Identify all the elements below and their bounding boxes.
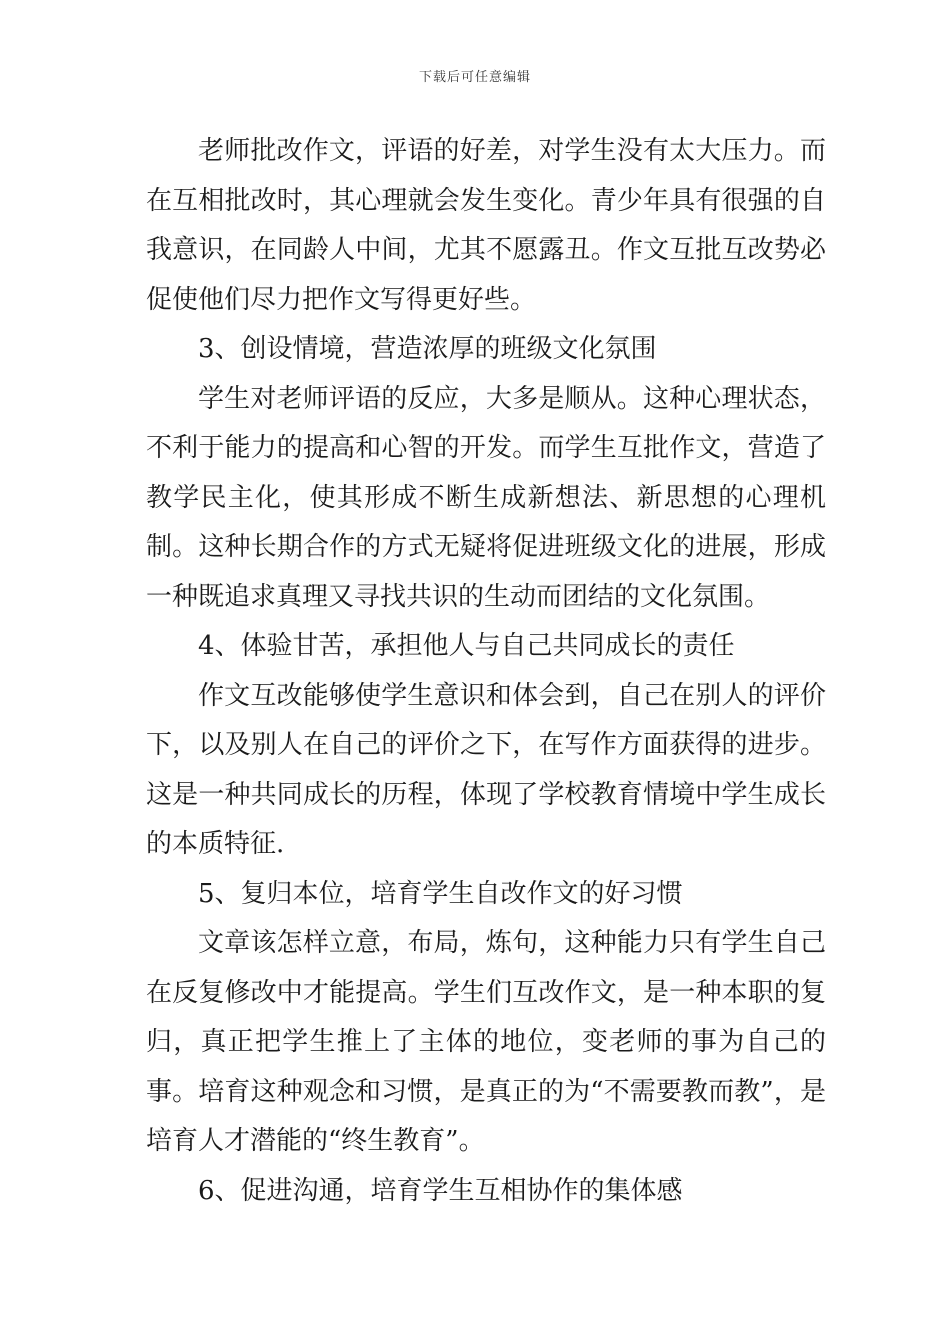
paragraph: 作文互改能够使学生意识和体会到，自己在别人的评价下，以及别人在自己的评价之下，在写作方面获得的进步。这是一种共同成长的历程，体现了学校教育情境中学生成长的本质特征. [146,680,826,859]
page-header: 下载后可任意编辑 [418,70,531,85]
section-heading: 5、复归本位，培育学生自改作文的好习惯 [198,878,683,909]
section-heading: 3、创设情境，营造浓厚的班级文化氛围 [198,334,657,364]
document-body [146,127,826,1216]
section-heading: 6、促进沟通，培育学生互相协作的集体感 [198,1175,683,1206]
paragraph: 文章该怎样立意，布局，炼句，这种能力只有学生自己在反复修改中才能提高。学生们互改作文，是一种本职的复归，真正把学生推上了主体的地位，变老师的事为自己的事。培育这种观念和习惯，是真正的为“不需要教而教”，是培育人才潜能的“终生教育”。 [146,928,826,1156]
section-heading: 4、体验甘苦，承担他人与自己共同成长的责任 [198,631,735,661]
paragraph: 学生对老师评语的反应，大多是顺从。这种心理状态，不利于能力的提高和心智的开发。而学生互批作文，营造了教学民主化，使其形成不断生成新想法、新思想的心理机制。这种长期合作的方式无疑将促进班级文化的进展，形成一种既追求真理又寻找共识的生动而团结的文化氛围。 [146,383,826,612]
paragraph: 老师批改作文，评语的好差，对学生没有太大压力。而在互相批改时，其心理就会发生变化。青少年具有很强的自我意识，在同龄人中间，尤其不愿露丑。作文互批互改势必促使他们尽力把作文写得更好些。 [146,136,826,315]
